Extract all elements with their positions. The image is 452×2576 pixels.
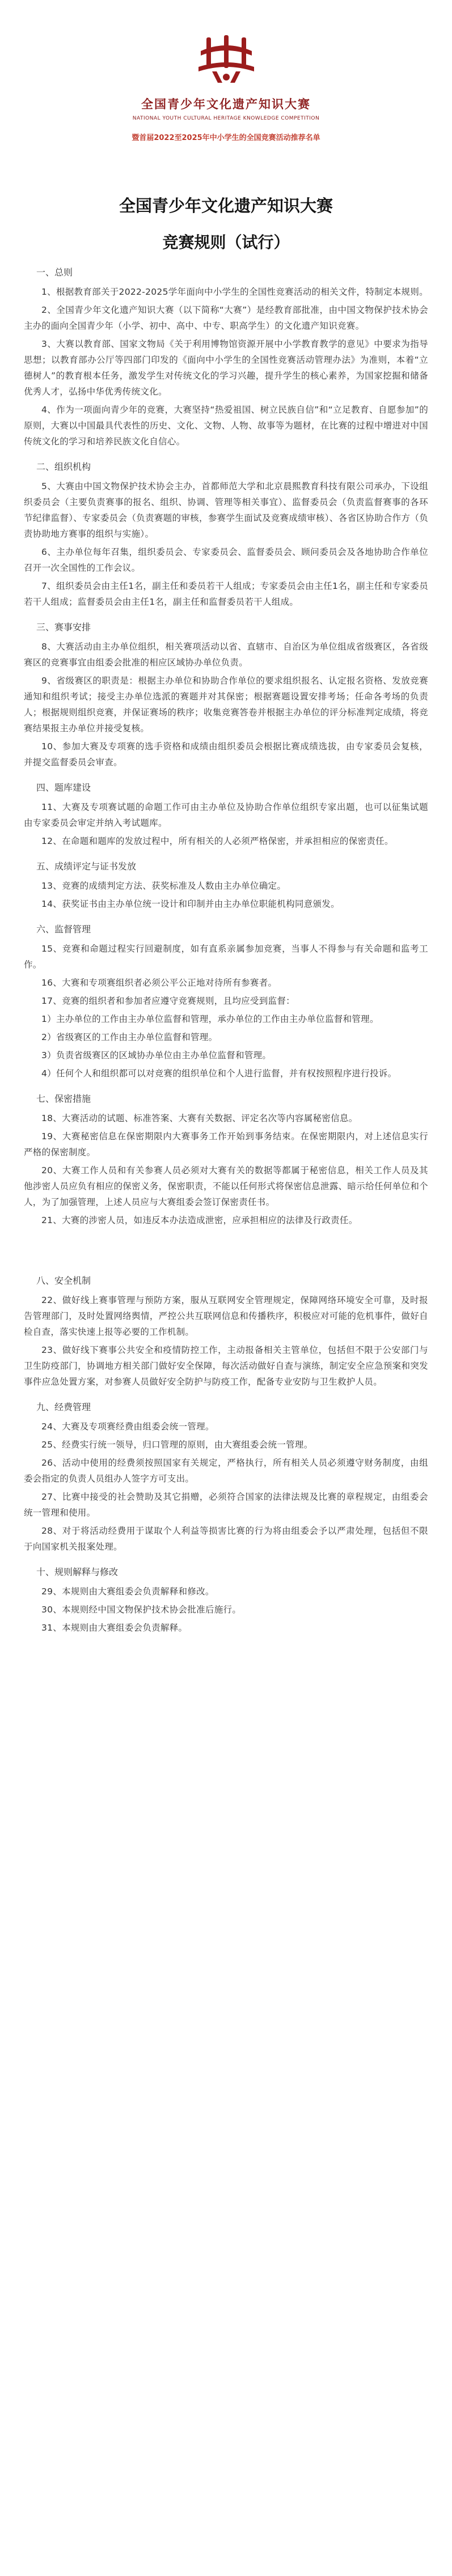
rule-paragraph: 3）负责省级赛区的区域协办单位由主办单位监督和管理。: [41, 1050, 272, 1060]
org-name-en: NATIONAL YOUTH CULTURAL HERITAGE KNOWLEDGE COMPETITION: [132, 116, 320, 121]
rule-paragraph: 11、大赛及专项赛试题的命题工作可由主办单位及协助合作单位组织专家出题，也可以征集试题由专家委员会审定并纳入考试题库。: [24, 802, 428, 828]
competition-logo-icon: [195, 34, 257, 85]
rules-body: [0, 265, 452, 1636]
section-heading: 一、总则: [36, 267, 73, 278]
rule-paragraph: 30、本规则经中国文物保护技术协会批准后施行。: [41, 1605, 242, 1615]
rule-paragraph: 14、获奖证书由主办单位统一设计和印制并由主办单位职能机构同意颁发。: [41, 899, 340, 909]
rule-paragraph: 25、经费实行统一领导，归口管理的原则，由大赛组委会统一管理。: [41, 1440, 313, 1450]
org-name-cn: 全国青少年文化遗产知识大赛: [141, 97, 311, 111]
rule-paragraph: 12、在命题和题库的发放过程中，所有相关的人必须严格保密，并承担相应的保密责任。: [41, 836, 394, 846]
rule-paragraph: 28、对于将活动经费用于谋取个人利益等损害比赛的行为将由组委会予以严肃处理，包括但不限于向国家机关报案处理。: [24, 1526, 428, 1552]
rule-paragraph: 4）任何个人和组织都可以对竞赛的组织单位和个人进行监督，并有权按照程序进行投诉。: [41, 1068, 397, 1079]
section-heading: 四、题库建设: [36, 782, 91, 793]
rule-paragraph: 26、活动中使用的经费须按照国家有关规定，严格执行，所有相关人员必须遵守财务制度，由组委会指定的负责人员组办人签字方可支出。: [24, 1458, 428, 1484]
section-heading: 七、保密措施: [36, 1093, 91, 1104]
rule-paragraph: 3、大赛以教育部、国家文物局《关于利用博物馆资源开展中小学教育教学的意见》中要求为指导思想；以教育部办公厅等四部门印发的《面向中小学生的全国性竞赛活动管理办法》为准则，本着“立德树人”的教育根本任务，激发学生对传统文化的学习兴趣，提升学生的核心素养，为国家挖掘和储备优秀人才，弘扬中华优秀传统文化。: [24, 339, 428, 397]
rule-paragraph: 27、比赛中接受的社会赞助及其它捐赠，必须符合国家的法律法规及比赛的章程规定，由组委会统一管理和使用。: [24, 1492, 428, 1518]
rule-paragraph: 1）主办单位的工作由主办单位监督和管理，承办单位的工作由主办单位监督和管理。: [41, 1014, 379, 1024]
rule-paragraph: 17、竞赛的组织者和参加者应遵守竞赛规则，且均应受到监督：: [41, 996, 295, 1006]
rule-paragraph: 5、大赛由中国文物保护技术协会主办，首都师范大学和北京晨熙教育科技有限公司承办，下设组织委员会（主要负责赛事的报名、组织、协调、管理等相关事宜）、监督委员会（负责监督赛事的各环节纪律监督）、专家委员会（负责赛题的审核，参赛学生面试及竞赛成绩审核）、各省区协助合作方（负责协助地方赛事的组织与实施）。: [24, 481, 428, 539]
rule-paragraph: 18、大赛活动的试题、标准答案、大赛有关数据、评定名次等内容属秘密信息。: [41, 1113, 358, 1123]
rule-paragraph: 16、大赛和专项赛组织者必须公平公正地对待所有参赛者。: [41, 978, 277, 988]
section-heading: 五、成绩评定与证书发放: [36, 861, 137, 872]
rule-paragraph: 2、全国青少年文化遗产知识大赛（以下简称“大赛”）是经教育部批准，由中国文物保护技术协会主办的面向全国青少年（小学、初中、高中、中专、职高学生）的文化遗产知识竞赛。: [24, 305, 428, 331]
rule-paragraph: 22、做好线上赛事管理与预防方案，服从互联网安全管理规定，保障网络环境安全可靠，及时报告管理部门，及时处置网络舆情，严控公共互联网信息和传播秩序，积极应对可能的危机事件，做好自检自查，落实快速上报等必要的工作机制。: [24, 1295, 428, 1337]
rule-paragraph: 19、大赛秘密信息在保密期限内大赛事务工作开始到事务结束。在保密期限内，对上述信息实行严格的保密制度。: [24, 1131, 428, 1157]
rule-paragraph: 24、大赛及专项赛经费由组委会统一管理。: [41, 1421, 214, 1432]
rule-paragraph: 23、做好线下赛事公共安全和疫情防控工作，主动报备相关主管单位，包括但不限于公安部门与卫生防疫部门，协调地方相关部门做好安全保障，每次活动做好自查与演练，制定安全应急预案和突发事件应急处置方案，对参赛人员做好安全防护与防疫工作，配备专业安防与卫生救护人员。: [24, 1345, 428, 1387]
rule-paragraph: 13、竞赛的成绩判定方法、获奖标准及人数由主办单位确定。: [41, 881, 286, 891]
section-heading: 三、赛事安排: [36, 622, 91, 633]
section-heading: 八、安全机制: [36, 1275, 91, 1286]
rule-paragraph: 29、本规则由大赛组委会负责解释和修改。: [41, 1586, 214, 1597]
rule-paragraph: 6、主办单位每年召集，组织委员会、专家委员会、监督委员会、顾问委员会及各地协助合作单位召开一次全国性的工作会议。: [24, 547, 428, 573]
rule-paragraph: 31、本规则由大赛组委会负责解释。: [41, 1623, 188, 1633]
rule-paragraph: 21、大赛的涉密人员，如违反本办法造成泄密，应承担相应的法律及行政责任。: [41, 1215, 358, 1225]
rule-paragraph: 8、大赛活动由主办单位组织，相关赛项活动以省、直辖市、自治区为单位组成省级赛区，各省级赛区的竞赛事宜由组委会批准的相应区域协办单位负责。: [24, 642, 428, 668]
section-heading: 十、规则解释与修改: [36, 1567, 119, 1577]
header: [0, 0, 452, 253]
rule-paragraph: 2）省级赛区的工作由主办单位监督和管理。: [41, 1032, 218, 1042]
section-heading: 九、经费管理: [36, 1402, 91, 1412]
rule-paragraph: 20、大赛工作人员和有关参赛人员必须对大赛有关的数据等都属于秘密信息，相关工作人员及其他涉密人员应负有相应的保密义务，保密职责，不能以任何形式将保密信息泄露、暗示给任何单位和个人，为了加强管理，上述人员应与大赛组委会签订保密责任书。: [24, 1165, 428, 1207]
rule-paragraph: 1、根据教育部关于2022-2025学年面向中小学生的全国性竞赛活动的相关文件，特制定本规则。: [41, 287, 428, 297]
rule-paragraph: 7、组织委员会由主任1名，副主任和委员若干人组成；专家委员会由主任1名，副主任和专家委员若干人组成；监督委员会由主任1名，副主任和监督委员若干人组成。: [24, 581, 428, 607]
rule-paragraph: 10、参加大赛及专项赛的选手资格和成绩由组织委员会根据比赛成绩选拔，由专家委员会复核，并提交监督委员会审查。: [24, 741, 428, 767]
rule-paragraph: 15、竞赛和命题过程实行回避制度，如有直系亲属参加竞赛，当事人不得参与有关命题和监考工作。: [24, 944, 428, 970]
rules-title: 竞赛规则（试行）: [162, 233, 290, 252]
section-heading: 六、监督管理: [36, 924, 91, 935]
rule-paragraph: 4、作为一项面向青少年的竞赛，大赛坚持“热爱祖国、树立民族自信”和“立足教育、自愿参加”的原则，大赛以中国最具代表性的历史、文化、文物、人物、故事等为题材，在比赛的过程中增进对中国传统文化的学习和培养民族文化自信心。: [24, 405, 428, 447]
rule-paragraph: 9、省级赛区的职责是：根据主办单位和协助合作单位的要求组织报名、认定报名资格、发放竞赛通知和组织考试；接受主办单位选派的赛题并对其保密；根据赛题设置安排考场；任命各考场的负责人；根据规则组织竞赛，并保证赛场的秩序；收集竞赛答卷并根据主办单位的评分标准判定成绩，将竞赛结果报主办单位并接受复核。: [24, 676, 428, 733]
recommend-subtitle: 暨首届2022至2025年中小学生的全国竞赛活动推荐名单: [132, 134, 320, 142]
page-title: 全国青少年文化遗产知识大赛: [119, 196, 333, 215]
section-heading: 二、组织机构: [36, 461, 91, 472]
